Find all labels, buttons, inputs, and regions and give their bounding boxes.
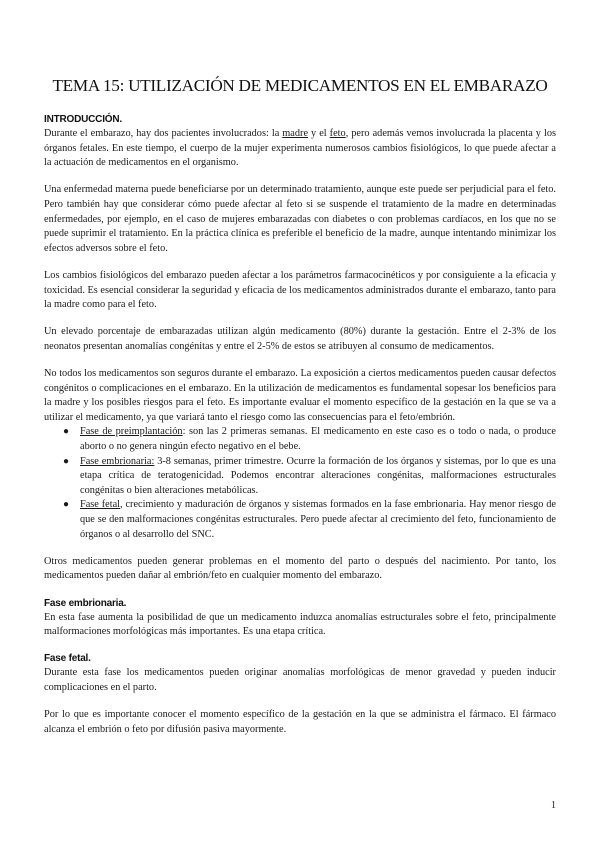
paragraph-otros-medicamentos: Otros medicamentos pueden generar problemas en el momento del parto o después del nacimiento. Por tanto, los medicamentos pueden dañar al embrión/feto en cualquier momento del embarazo. [44, 555, 556, 582]
section-heading-fase-embrionaria: Fase embrionaria. [44, 597, 127, 609]
intro-p1-after: , pero además vemos involucrada la placenta y los órganos fetales. En este tiempo, el cuerpo de la mujer experimenta numerosos cambios fisiológicos, lo que puede afectar a la actuación de medicamentos en el organismo. [44, 128, 556, 169]
bullet-icon: ● [63, 455, 70, 467]
intro-paragraph-3: Los cambios fisiológicos del embarazo pueden afectar a los parámetros farmacocinéticos y por consiguiente a la eficacia y toxicidad. Es esencial considerar la seguridad y eficacia de los medicamentos administrados durante el embarazo, tanto para la madre como para el feto. [44, 269, 556, 311]
list-item [63, 498, 556, 542]
list-item-text: : son las 2 primeras semanas. El medicamento en este caso es o todo o nada, o produce aborto o no genera ningún efecto negativo en el bebe. [80, 426, 556, 453]
intro-paragraph-2: Una enfermedad materna puede beneficiarse por un determinado tratamiento, aunque este puede ser perjudicial para el feto. Pero también hay que considerar cómo puede afectar al feto si se suspende el tratamiento de la madre en determinadas enfermedades, por ejemplo, en el caso de mujeres embarazadas con diabetes o con problemas cardíacos, en los que no se puede suprimir el tratamiento. En la práctica clínica es preferible el beneficio de la madre, aunque intentando minimizar los efectos adversos sobre el feto. [44, 184, 556, 254]
list-item [63, 425, 556, 454]
intro-p1-and: y el [308, 128, 330, 139]
phase-list [44, 425, 556, 542]
paragraph-momento-especifico: Por lo que es importante conocer el momento específico de la gestación en la que se administra el fármaco. El fármaco alcanza el embrión o feto por difusión pasiva mayormente. [44, 709, 556, 735]
intro-paragraph-4: Un elevado porcentaje de embarazadas utilizan algún medicamento (80%) durante la gestación. Entre el 2-3% de los neonatos presentan anomalías congénitas y entre el 2-5% de estos se atribuyen al consumo de medicamentos. [44, 326, 556, 352]
list-item-term: Fase embrionaria: [80, 455, 155, 467]
intro-p1-before: Durante el embarazo, hay dos pacientes involucrados: la [44, 128, 283, 139]
page-title: TEMA 15: UTILIZACIÓN DE MEDICAMENTOS EN EL EMBARAZO [52, 76, 548, 95]
section-heading-fase-fetal: Fase fetal. [44, 653, 91, 665]
page-number: 1 [551, 800, 556, 811]
paragraph-fase-embrionaria: En esta fase aumenta la posibilidad de que un medicamento induzca anomalías estructurales sobre el feto, principalmente malformaciones morfológicas más importantes. Es una etapa crítica. [44, 611, 556, 638]
list-item-term: Fase de preimplantación [80, 426, 183, 438]
bullet-icon: ● [63, 499, 70, 511]
intro-paragraph-5: No todos los medicamentos son seguros durante el embarazo. La exposición a ciertos medicamentos pueden causar defectos congénitos o complicaciones en el embarazo. En la utilización de medicamentos es fundamental sopesar los beneficios para la madre y los posibles riesgos para el feto. Es importante evaluar el momento específico de la gestación en la que se va a utilizar el medicamento, ya que variará tanto el riesgo como las consecuencias para el feto/embrión. [44, 368, 556, 423]
term-feto: feto [329, 128, 346, 139]
list-item-text: 3-8 semanas, primer trimestre. Ocurre la formación de los órganos y sistemas, por lo que es una etapa crítica de teratogenicidad. Podemos encontrar alteraciones congénitas, malformaciones estructurales congénitas o bien alteraciones metabólicas. [80, 455, 557, 496]
list-item-text: , crecimiento y maduración de órganos y sistemas formados en la fase embrionaria. Hay menor riesgo de que se den malformaciones congénitas estructurales. Pero puede afectar al crecimiento del feto, funcionamiento de órganos o al desarrollo del SNC. [80, 499, 556, 540]
section-heading-introduccion: INTRODUCCIÓN. [44, 114, 122, 125]
list-item-term: Fase fetal [80, 499, 121, 511]
intro-paragraph-1 [44, 127, 556, 171]
paragraph-fase-fetal: Durante esta fase los medicamentos pueden originar anomalías morfológicas de menor gravedad y pueden inducir complicaciones en el parto. [44, 667, 556, 693]
bullet-icon: ● [63, 426, 70, 438]
list-item [63, 455, 557, 499]
term-madre: madre [282, 128, 309, 139]
